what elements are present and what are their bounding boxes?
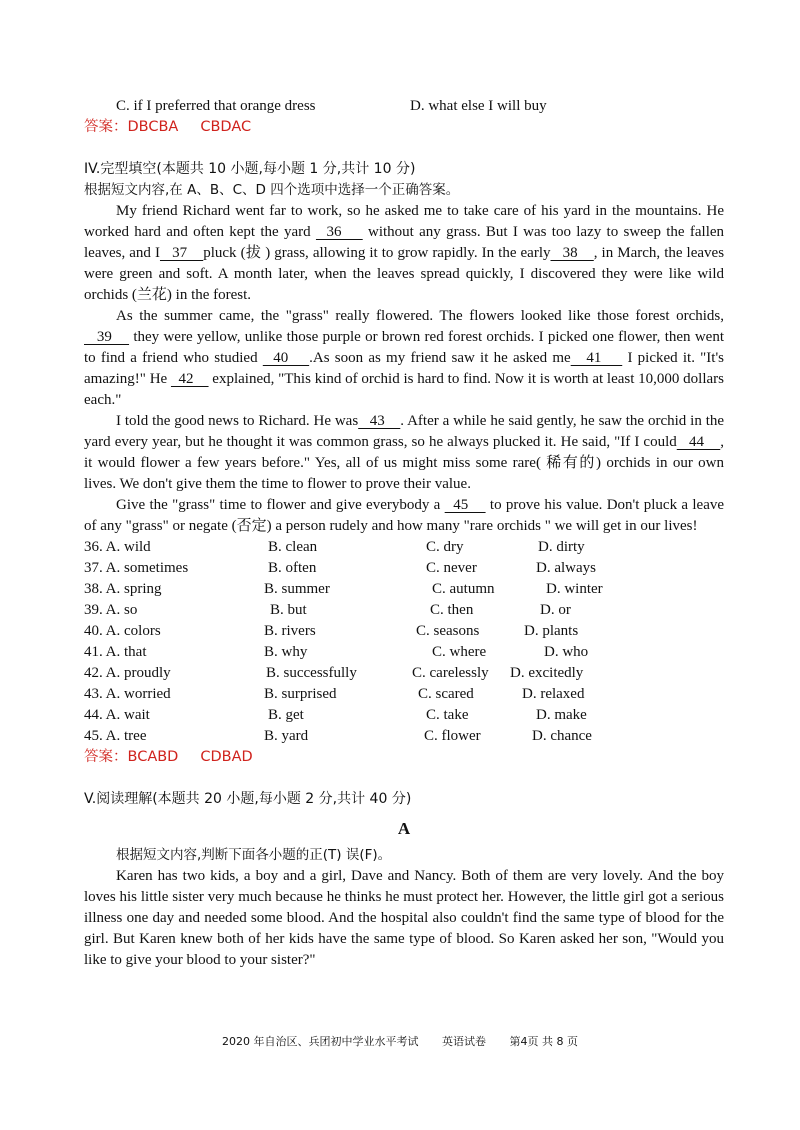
footer-exam-name: 2020 年自治区、兵团初中学业水平考试 xyxy=(222,1035,419,1048)
question-row-36: 36. A. wild B. clean C. dry D. dirty xyxy=(84,539,585,555)
question-row-37: 37. A. sometimes B. often C. never D. always xyxy=(84,560,596,576)
prev-option-d: D. what else I will buy xyxy=(410,98,547,114)
footer-page-number: 第4页 共 8 页 xyxy=(509,1035,578,1048)
exam-page xyxy=(84,96,724,971)
question-row-45: 45. A. tree B. yard C. flower D. chance xyxy=(84,728,592,744)
blank-43: 43 xyxy=(358,413,401,429)
cloze-paragraph-1: My friend Richard went far to work, so he asked me to take care of his yard in the mountains. He worked hard and often kept the yard 36 without any grass. But I was too lazy to sweep the fallen leaves, and I 37 pluck (拔 ) grass, allowing it to grow rapidly. In the early 38 , in March, the leaves were green and soft. A month later, when the leaves spread quickly, I discovered they were like wild orchids (兰花) in the forest. xyxy=(84,203,725,303)
question-row-39: 39. A. so B. but C. then D. or xyxy=(84,602,571,618)
answer-label: 答案： xyxy=(84,119,128,135)
section-4-answer xyxy=(84,747,724,768)
blank-41: 41 xyxy=(570,350,623,366)
reading-paragraph-1: Karen has two kids, a boy and a girl, Dave and Nancy. Both of them are very lovely. And the boy loves his little sister very much because he thinks he must protect her. However, the little girl got a serious illness one day and needed some blood. And the hospital also couldn't find the same type of blood for the girl. But Karen knew both of her kids have the same type of blood. So Karen asked her son, "Would you like to give your blood to your sister?" xyxy=(84,868,724,968)
part-a-heading: A xyxy=(397,819,411,838)
answer-group-2: CDBAD xyxy=(200,749,253,765)
prev-option-c: C. if I preferred that orange dress xyxy=(116,98,316,114)
blank-42: 42 xyxy=(170,371,209,387)
question-row-43: 43. A. worried B. surprised C. scared D. relaxed xyxy=(84,686,585,702)
blank-45: 45 xyxy=(444,497,486,513)
cloze-paragraph-2: As the summer came, the "grass" really flowered. The flowers looked like those forest orchids, 39 they were yellow, unlike those purple or brown red forest orchids. I picked one flower, then went to find a friend who studied 40 .As soon as my friend saw it he asked me 41 I picked it. "It's amazing!" He 42 explained, "This kind of orchid is hard to find. Now it is worth at least 10,000 dollars each." xyxy=(84,308,725,408)
answer-group-1: BCABD xyxy=(127,749,179,765)
cloze-paragraph-3: I told the good news to Richard. He was 43 . After a while he said gently, he saw the orchid in the yard every year, but he thought it was common grass, so he always plucked it. He said, "If I could 44 , it would flower a few years before." Yes, all of us might miss some rare( 稀有的) orchids in our own lives. We don't give them the time to flower to prove their value. xyxy=(84,413,725,492)
section-4-instruction: 根据短文内容,在 A、B、C、D 四个选项中选择一个正确答案。 xyxy=(84,182,460,198)
answer-group-2: CBDAC xyxy=(200,119,252,135)
footer-subject: 英语试卷 xyxy=(442,1035,486,1048)
answer-label: 答案： xyxy=(84,749,128,765)
answer-group-1: DBCBA xyxy=(127,119,179,135)
cloze-paragraph-4: Give the "grass" time to flower and give everybody a 45 to prove his value. Don't pluck a leave of any "grass" or negate (否定) a person rudely and how many "rare orchids " we will get in our lives! xyxy=(84,497,725,534)
blank-39: 39 xyxy=(84,329,130,345)
question-row-40: 40. A. colors B. rivers C. seasons D. plants xyxy=(84,623,579,639)
section-5-title: V.阅读理解(本题共 20 小题,每小题 2 分,共计 40 分) xyxy=(84,791,412,807)
section-5-instruction: 根据短文内容,判断下面各小题的正(T) 误(F)。 xyxy=(116,847,392,863)
blank-44: 44 xyxy=(676,434,721,450)
blank-38: 38 xyxy=(550,245,594,261)
cloze-options xyxy=(84,537,724,747)
blank-40: 40 xyxy=(262,350,310,366)
blank-37: 37 xyxy=(159,245,204,261)
prev-options-row xyxy=(84,96,724,117)
blank-36: 36 xyxy=(315,224,363,240)
question-row-44: 44. A. wait B. get C. take D. make xyxy=(84,707,587,723)
page-footer xyxy=(0,1033,800,1049)
question-row-42: 42. A. proudly B. successfully C. carelessly D. excitedly xyxy=(84,665,584,681)
section-4-title: IV.完型填空(本题共 10 小题,每小题 1 分,共计 10 分) xyxy=(84,161,416,177)
prev-answer xyxy=(84,117,724,138)
question-row-41: 41. A. that B. why C. where D. who xyxy=(84,644,589,660)
question-row-38: 38. A. spring B. summer C. autumn D. winter xyxy=(84,581,603,597)
